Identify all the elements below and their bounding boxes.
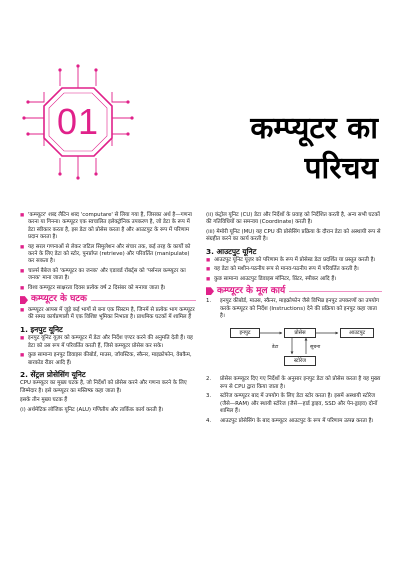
- diagram-box-process: प्रोसेस: [284, 328, 316, 338]
- section-heading-components: [20, 296, 196, 304]
- item-text: आउटपुट प्रोसेसिंग के बाद कम्प्यूटर आउटपुट के रूप में परिणाम उत्पन्न करता है।: [220, 417, 374, 424]
- cpu-item-mu: (iii) मेमोरी यूनिट (MU) यह CPU की प्रोसेसिंग प्रक्रिया के दौरान डेटा को अस्थायी रूप से संग्रहीत करने का कार्य करती है।: [206, 228, 381, 243]
- arrow-icon: [20, 296, 28, 304]
- item-text: इनपुट कीबोर्ड, माउस, स्कैनर, माइक्रोफोन जैसे विभिन्न इनपुट उपकरणों का उपयोग करके कम्प्यूटर को निर्देश (Instructions) देने की प्रक्रिया को इनपुट कहा जाता है।: [220, 298, 380, 320]
- chapter-number-badge: [18, 62, 138, 182]
- divider: [91, 300, 196, 301]
- input-unit-list: [20, 335, 196, 367]
- cpu-item-alu: (i) अर्थमेटिक लॉजिक यूनिट (ALU) गणितीय और तार्किक कार्य करती है।: [20, 406, 164, 413]
- section-title: कम्प्यूटर के घटक: [31, 294, 87, 305]
- basic-function-storage: 3. स्टोरेज कम्प्यूटर बाद में उपयोग के लिए डेटा स्टोर करता है। इसमें अस्थायी स्टोरेज (जैसे—RAM) और स्थायी स्टोरेज (जैसे—हार्ड ड्राइव, SSD और पेन-ड्राइव) दोनों शामिल हैं।: [206, 393, 378, 415]
- subheading-input-unit: 1. इनपुट यूनिट: [20, 324, 63, 334]
- diagram-box-output: आउटपुट: [340, 328, 374, 338]
- list-item: ■ कुछ सामान्य आउटपुट डिवाइस मॉनिटर, प्रिंटर, स्पीकर आदि हैं।: [206, 276, 382, 283]
- list-item: ■ इनपुट यूनिट यूज़र को कम्प्यूटर में डेटा और निर्देश एण्टर करने की अनुमति देती हैं। यह डेटा को उस रूप में परिवर्तित करती हैं, जिसे कम्प्यूटर प्रोसेस कर सके।: [20, 335, 196, 350]
- basic-function-input: 1. इनपुट कीबोर्ड, माउस, स्कैनर, माइक्रोफोन जैसे विभिन्न इनपुट उपकरणों का उपयोग करके कम्प्यूटर को निर्देश (Instructions) देने की प्रक्रिया को इनपुट कहा जाता है।: [206, 298, 380, 320]
- divider: [289, 291, 382, 292]
- list-item: ■ विश्व कम्प्यूटर साक्षरता दिवस प्रत्येक वर्ष 2 दिसंबर को मनाया जाता है।: [20, 285, 196, 292]
- section-title: कम्प्यूटर के मूल कार्य: [217, 285, 286, 296]
- list-item: ■ कम्प्यूटर आपस में जुड़े कई भागों से बना एक सिस्टम है, जिनमें से प्रत्येक भाग कम्प्यूटर की समग्र कार्यप्रणाली में एक विशिष्ट भूमिका निभाता है। प्राथमिक घटकों में शामिल हैं: [20, 307, 196, 322]
- chapter-title-line-2: परिचय: [304, 151, 378, 186]
- diagram-box-input: इनपुट: [230, 328, 260, 338]
- subheading-output-unit: 3. आउटपुट यूनिट: [206, 246, 257, 256]
- intro-list: [20, 212, 196, 292]
- diagram-label-data: डेटा: [272, 345, 279, 351]
- item-text: स्टोरेज कम्प्यूटर बाद में उपयोग के लिए डेटा स्टोर करता है। इसमें अस्थायी स्टोरेज (जैसे—RAM) और स्थायी स्टोरेज (जैसे—हार्ड ड्राइव, SSD और पेन-ड्राइव) दोनों शामिल हैं।: [220, 393, 378, 415]
- chapter-number: 01: [56, 101, 100, 142]
- arrow-icon: [206, 287, 214, 295]
- components-list: [20, 307, 196, 322]
- basic-function-output: 4. आउटपुट प्रोसेसिंग के बाद कम्प्यूटर आउटपुट के रूप में परिणाम उत्पन्न करता है।: [206, 417, 374, 424]
- list-item: ■ चार्ल्स बैबेज को 'कम्प्यूटर का जनक' और एडावर्ड रॉबर्ट्स को 'पर्सनल कम्प्यूटर का जनक' माना जाता है।: [20, 268, 196, 283]
- diagram-label-info: सूचना: [310, 345, 321, 351]
- list-item: ■ 'कम्प्यूटर' शब्द लैटिन शब्द 'computare' से लिया गया है, जिसका अर्थ है—गणना करना या गिनना। कम्प्यूटर एक स्वचालित इलेक्ट्रॉनिक उपकरण है, जो डेटा के रूप में डेटा स्वीकार करता है, इस डेटा को प्रोसेस करता है और आउटपुट के रूप में परिणाम प्रदान करता है।: [20, 212, 196, 242]
- list-item: ■ यह सरल गणनाओं से लेकर जटिल सिमुलेशन और संचार तक, कई तरह के कार्यों को करने के लिए डेटा को स्टोर, पुनर्प्राप्त (retrieve) और परिवर्तित (manipulate) कर सकता है।: [20, 244, 196, 266]
- left-column: [20, 212, 196, 416]
- cpu-item-cu: (ii) कंट्रोल यूनिट (CU) डेटा और निर्देशों के प्रवाह को निर्देशित करती है, अन्य सभी घटकों की गतिविधियों का समन्वय (Coordinate) करती है।: [206, 212, 380, 226]
- item-text: प्रोसेस कम्प्यूटर दिए गए निर्देशों के अनुसार इनपुट डेटा को प्रोसेस करता है यह मुख्य रूप से CPU द्वारा किया जाता है।: [220, 376, 381, 390]
- list-item: ■ आउटपुट यूनिट यूज़र को परिणाम के रूप में प्रोसेस्ड डेटा प्रदर्शित या प्रस्तुत करती है।: [206, 257, 382, 264]
- chapter-title-line-1: कम्प्यूटर का: [250, 111, 378, 146]
- section-heading-basic-functions: [206, 287, 382, 295]
- ipo-diagram: [228, 324, 378, 372]
- subheading-cpu: 2. सेंट्रल प्रोसेसिंग यूनिट: [20, 369, 86, 379]
- basic-function-process: 2. प्रोसेस कम्प्यूटर दिए गए निर्देशों के अनुसार इनपुट डेटा को प्रोसेस करता है यह मुख्य रूप से CPU द्वारा किया जाता है।: [206, 376, 381, 390]
- cpu-paragraph: CPU कम्प्यूटर का मुख्य घटक है, जो निर्देशों को प्रोसेस करने और गणना करने के लिए जिम्मेदार है। इसे कम्प्यूटर का मस्तिष्क कहा जाता है।: [20, 380, 187, 394]
- output-unit-list: [206, 257, 382, 283]
- cpu-parts-intro: इसके तीन मुख्य घटक हैं: [20, 397, 68, 404]
- list-item: ■ कुछ सामान्य इनपुट डिवाइस कीबोर्ड, माउस, जॉयस्टिक, स्कैनर, माइक्रोफोन, वेबकैम, बारकोड रीडर आदि हैं।: [20, 352, 196, 367]
- list-item: ■ यह डेटा को मशीन-पठनीय रूप से मानव-पठनीय रूप में परिवर्तित करती है।: [206, 266, 382, 273]
- diagram-box-storage: स्टोरेज: [284, 356, 316, 366]
- right-column: [206, 212, 382, 427]
